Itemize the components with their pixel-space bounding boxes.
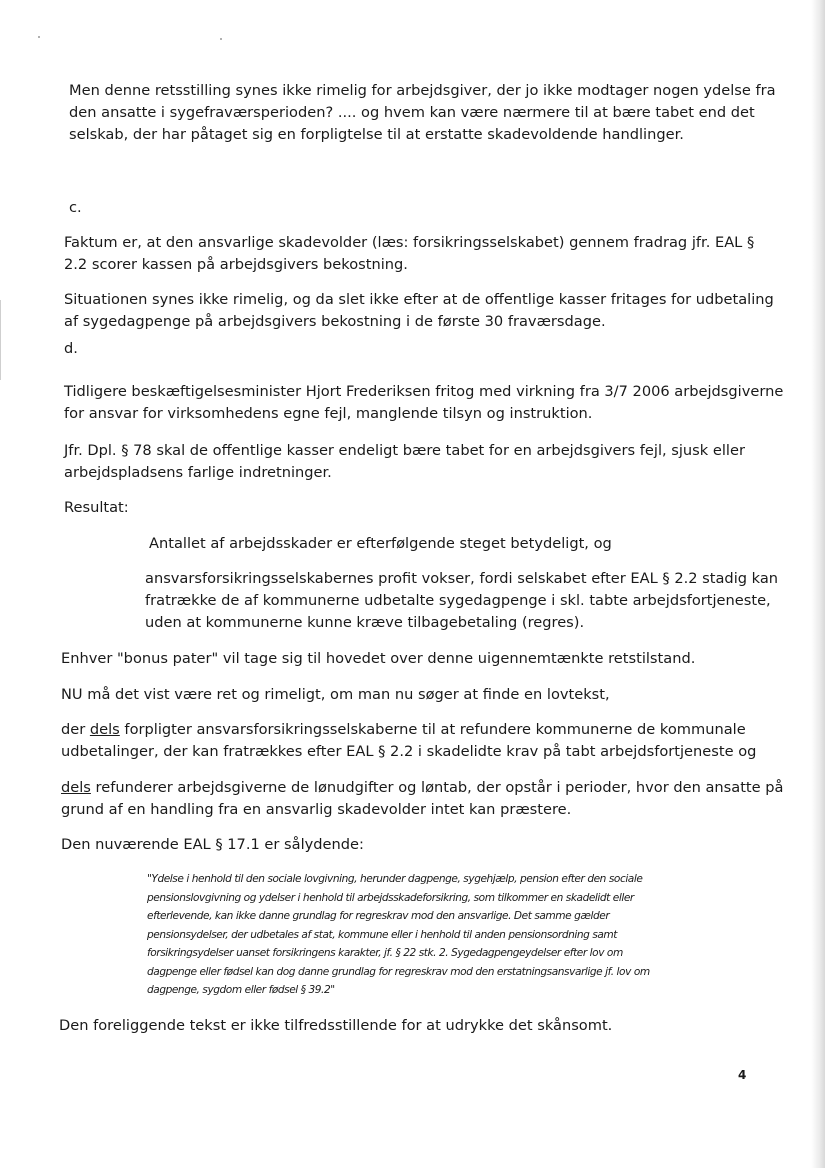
resultat-line-2: ansvarsforsikringsselskabernes profit vokser, fordi selskabet efter EAL § 2.2 stadig kan fratrække de af kommunerne udbetalte sygedagpenge i skl. tabte arbejdsfortjeneste, uden at kommunerne kunne kræve tilbagebetaling (regres). bbox=[145, 570, 779, 631]
scan-edge-shadow bbox=[811, 0, 825, 1168]
dels1-rest: forpligter ansvarsforsikringsselskaberne til at refundere kommunerne de kommunale udbetalinger, der kan fratrækkes efter EAL § 2.2 i skadelidte krav på tabt arbejdsfortjeneste og bbox=[61, 721, 757, 760]
paragraph-dels-2 bbox=[61, 777, 783, 821]
scan-speck bbox=[220, 38, 222, 40]
dels2-rest: refunderer arbejdsgiverne de lønudgifter og løntab, der opstår i perioder, hvor den ansatte på grund af en handling fra en ansvarlig skadevolder intet kan præstere. bbox=[61, 779, 784, 818]
page-number: 4 bbox=[738, 1068, 747, 1082]
eal-quote: "Ydelse i henhold til den sociale lovgivning, herunder dagpenge, sygehjælp, pension efter den sociale pensionslovgivning og ydelser i henhold til arbejdsskadeforsikring, som tilkommer en skadelidt eller efterlevende, kan ikke danne grundlag for regreskrav mod den ansvarlige. Det samme gælder pensionsydelser, der udbetales af stat, kommune eller i henhold til anden pensionsordning samt forsikringsydelser uanset forsikringens karakter, jf. § 22 stk. 2. Sygedagpengeydelser efter lov om dagpenge eller fødsel kan dog danne grundlag for regreskrav mod den erstatningsansvarlige jf. lov om dagpenge, sygdom eller fødsel § 39.2" bbox=[147, 873, 650, 996]
dels1-underlined-word: dels bbox=[89, 721, 120, 738]
paragraph-final: Den foreliggende tekst er ikke tilfredsstillende for at udrykke det skånsomt. bbox=[59, 1017, 613, 1034]
resultat-line-1: Antallet af arbejdsskader er efterfølgende steget betydeligt, og bbox=[149, 535, 612, 552]
paragraph-d-tidligere: Tidligere beskæftigelsesminister Hjort Frederiksen fritog med virkning fra 3/7 2006 arbejdsgiverne for ansvar for virksomhedens egne fejl, manglende tilsyn og instruktion. bbox=[64, 383, 784, 422]
section-label-c: c. bbox=[69, 199, 82, 216]
paragraph-d-jfr: Jfr. Dpl. § 78 skal de offentlige kasser endeligt bære tabet for en arbejdsgivers fejl, sjusk eller arbejdspladsens farlige indretninger. bbox=[64, 442, 745, 481]
paragraph-eal-intro: Den nuværende EAL § 17.1 er sålydende: bbox=[61, 836, 364, 853]
paragraph-nu: NU må det vist være ret og rimeligt, om man nu søger at finde en lovtekst, bbox=[61, 686, 610, 703]
resultat-heading: Resultat: bbox=[64, 499, 129, 516]
dels2-underlined-word: dels bbox=[61, 779, 91, 796]
paragraph-bonus-pater: Enhver "bonus pater" vil tage sig til hovedet over denne uigennemtænkte retstilstand. bbox=[61, 650, 696, 667]
paragraph-c-faktum: Faktum er, at den ansvarlige skadevolder (læs: forsikringsselskabet) gennem fradrag jfr. EAL § 2.2 scorer kassen på arbejdsgivers bekostning. bbox=[64, 234, 755, 273]
dels1-prefix: der bbox=[61, 721, 90, 738]
paragraph-c-situationen: Situationen synes ikke rimelig, og da slet ikke efter at de offentlige kasser fritages for udbetaling af sygedagpenge på arbejdsgivers bekostning i de første 30 fraværsdage. bbox=[64, 291, 774, 330]
section-label-d: d. bbox=[64, 340, 78, 357]
paragraph-intro: Men denne retsstilling synes ikke rimelig for arbejdsgiver, der jo ikke modtager nogen ydelse fra den ansatte i sygefraværsperioden? .... og hvem kan være nærmere til at bære tabet end det selskab, der har påtaget sig en forpligtelse til at erstatte skadevoldende handlinger. bbox=[69, 82, 776, 143]
paragraph-dels-1 bbox=[61, 719, 756, 763]
scan-edge-mark bbox=[0, 300, 1, 380]
scan-speck bbox=[38, 36, 40, 38]
